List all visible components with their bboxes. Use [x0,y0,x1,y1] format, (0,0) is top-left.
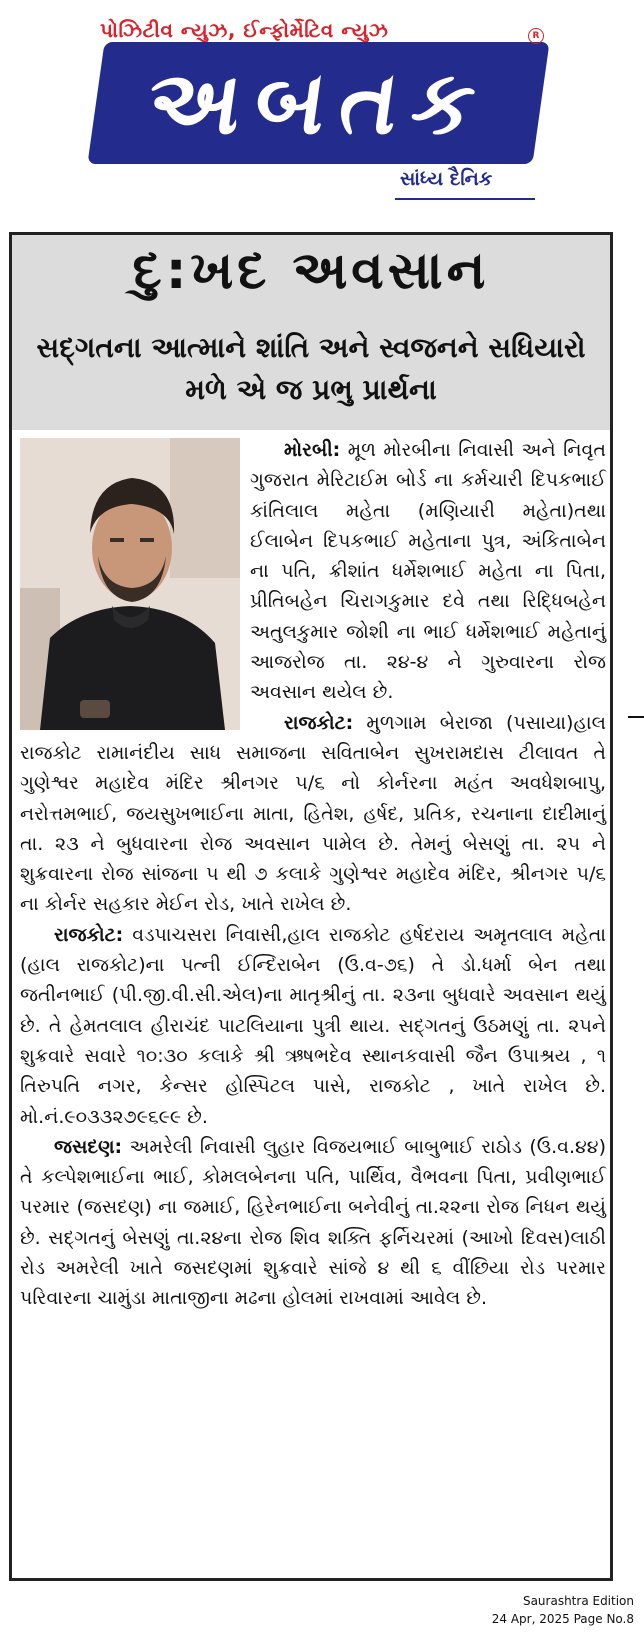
subheadline: સદ્ગતના આત્માને શાંતિ અને સ્વજનને સધિયારો મળે એ જ પ્રભુ પ્રાર્થના [36,331,586,406]
paragraph-text: અમરેલી નિવાસી લુહાર વિજયભાઈ બાબુભાઈ રાઠોડ (ઉ.વ.૪૪) તે કલ્પેશભાઈના ભાઈ, કોમલબેનના પતિ, પાર્થિવ, વૈભવના પિતા, પ્રવીણભાઈ પરમાર (જસદણ) ના જમાઈ, હિરેનભાઈના બનેવીનું તા.૨૨ના રોજ નિધન થયું છે. સદ્ગતનું બેસણું તા.૨૪ના રોજ શિવ શક્તિ ફર્નિચરમાં (આખો દિવસ)લાઠી રોડ અમરેલી ખાતે જસદણમાં શુક્રવારે સાંજે ૪ થી ૬ વીંછિયા રોડ પરમાર પરિવારના ચામુંડા માતાજીના મઢના હોલમાં રાખવામાં આવેલ છે. [20,1135,606,1310]
headline-band [12,235,610,430]
edition-label: સાંધ્ય દૈનિક [400,168,493,190]
obituary-paragraph [20,708,606,920]
headline: દુ:ખદ અવસાન [132,241,490,301]
paragraph-text: મુળગામ બેરાજા (પસાયા)હાલ રાજકોટ રામાનંદીય સાધ સમાજના સવિતાબેન સુખરામદાસ ટીલાવત તે ગુણેશ્વર મહાદેવ મંદિર શ્રીનગર ૫/૬ નો કોર્નરના મહંત અવધેશબાપુ, નરોત્તમભાઈ, જયસુખભાઈના માતા, હિતેશ, હર્ષદ, પ્રતિક, રચનાના દાદીમાનું તા. ૨૩ ને બુધવારના રોજ અવસાન પામેલ છે. તેમનું બેસણું તા. ૨૫ ને શુક્રવારના રોજ સાંજના ૫ થી ૭ કલાકે ગુણેશ્વર મહાદેવ મંદિર, શ્રીનગર ૫/૬ ના કોર્નર સહકાર મેઈન રોડ, ખાતે રાખેલ છે. [20,711,606,916]
paragraph-text: વડપાચસરા નિવાસી,હાલ રાજકોટ હર્ષદરાય અમૃતલાલ મહેતા (હાલ રાજકોટ)ના પત્ની ઈન્દિરાબેન (ઉ.વ-૭૬) તે ડો.ધર્મા બેન તથા જતીનભાઈ (પી.જી.વી.સી.એલ)ના માતૃશ્રીનું તા. ૨૩ના બુધવારે અવસાન થયું છે. તે હેમતલાલ હીરાચંદ પાટલિયાના પુત્રી થાય. સદ્ગતનું ઉઠમણું તા. ૨૫ને શુક્રવારે સવારે ૧૦:૩૦ કલાકે શ્રી ઋષભદેવ સ્થાનકવાસી જૈન ઉપાશ્રય , ૧ તિરુપતિ નગર, કેન્સર હોસ્પિટલ પાસે, રાજકોટ , ખાતે રાખેલ છે. મો.નં.૯૦૩૩૨૭૯૬૯૯ છે. [20,923,606,1128]
masthead-tagline: પોઝિટીવ ન્યુઝ, ઈન્ફોર્મેટિવ ન્યુઝ [100,18,389,42]
registered-mark-icon: R [528,28,544,44]
article-body [20,435,606,1314]
obituary-paragraph [20,920,606,1132]
dateline: રાજકોટ: [284,711,354,734]
dateline: મોરબી: [284,439,341,461]
photo-float-spacer [20,435,250,733]
dateline: જસદણ: [54,1135,123,1158]
obituary-paragraph [20,1132,606,1314]
masthead [0,0,644,215]
margin-tick [628,716,644,718]
dateline: રાજકોટ: [54,923,124,946]
paragraph-text: મૂળ મોરબીના નિવાસી અને નિવૃત ગુજરાત મેરિટાઈમ બોર્ડ ના કર્મચારી દિપકભાઈ કાંતિલાલ મહેતા (મણિયારી મહેતા)તથા ઈલાબેન દિપકભાઈ મહેતાના પુત્ર, અંકિતાબેન ના પતિ, ક્રીશાંત ધર્મેશભાઈ મહેતા ના પિતા, પ્રીતિબહેન ચિરાગકુમાર દવે તથા રિદ્ધિબહેન અતુલકુમાર જોશી ના ભાઈ ધર્મેશભાઈ મહેતાનું આજરોજ તા. ૨૪-૪ ને ગુરુવારના રોજ અવસાન થયેલ છે. [250,439,606,704]
footer-date-page: 24 Apr, 2025 Page No.8 [491,1612,634,1626]
edition-underline [395,198,535,200]
obituary-box [9,232,613,1581]
newspaper-logo: અબતક [87,42,549,164]
footer-edition: Saurashtra Edition [522,1594,634,1608]
